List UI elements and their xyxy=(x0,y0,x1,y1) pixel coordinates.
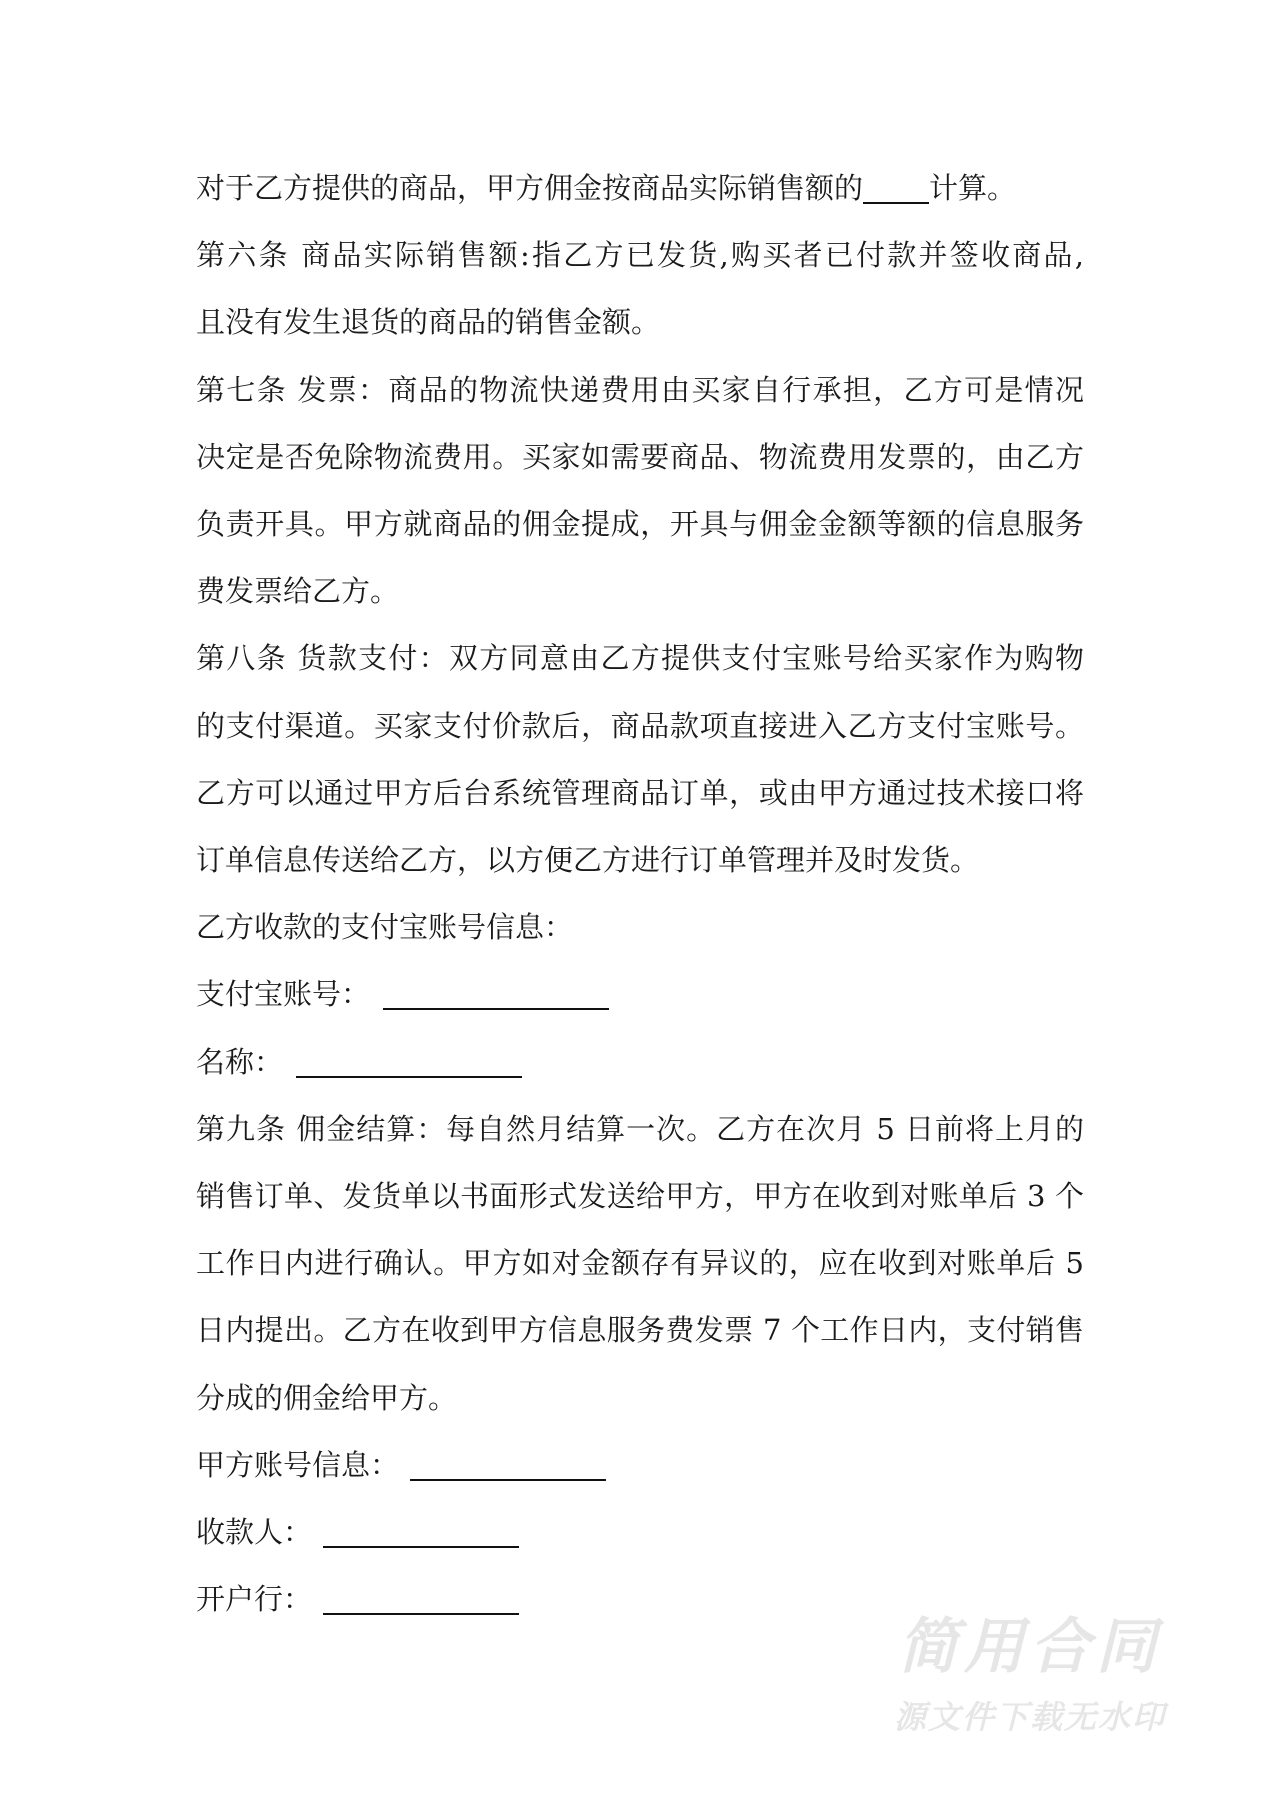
bank-label: 开户行： xyxy=(196,1582,313,1616)
alipay-account-label: 支付宝账号： xyxy=(196,977,371,1011)
watermark-subtitle: 源文件下载无水印 xyxy=(893,1698,1166,1736)
article-9-line-3: 工作日内进行确认。甲方如对金额存有异议的，应在收到对账单后 5 xyxy=(196,1246,1084,1280)
article-8-line-4: 订单信息传送给乙方，以方便乙方进行订单管理并及时发货。 xyxy=(196,843,980,877)
alipay-account-row xyxy=(196,974,609,1014)
party-a-account-field[interactable] xyxy=(410,1449,606,1481)
article-8-line-1: 第八条 货款支付：双方同意由乙方提供支付宝账号给买家作为购物 xyxy=(196,641,1084,675)
article-6-line-2: 且没有发生退货的商品的销售金额。 xyxy=(196,305,661,339)
bank-field[interactable] xyxy=(323,1583,519,1615)
article-7-line-4: 费发票给乙方。 xyxy=(196,574,400,608)
bank-row xyxy=(196,1579,519,1619)
line-text: 计算。 xyxy=(929,171,1017,205)
alipay-info-heading: 乙方收款的支付宝账号信息： xyxy=(196,910,574,944)
article-9-line-4: 日内提出。乙方在收到甲方信息服务费发票 7 个工作日内，支付销售 xyxy=(196,1313,1084,1347)
alipay-account-field[interactable] xyxy=(383,978,609,1010)
article-9-line-5: 分成的佣金给甲方。 xyxy=(196,1381,458,1415)
article-7-line-2: 决定是否免除物流费用。买家如需要商品、物流费用发票的，由乙方 xyxy=(196,440,1084,474)
commission-rate-blank[interactable] xyxy=(863,172,929,204)
alipay-name-row xyxy=(196,1042,522,1082)
payee-row xyxy=(196,1512,519,1552)
line-text: 对于乙方提供的商品，甲方佣金按商品实际销售额的 xyxy=(196,171,864,205)
article-9-line-2: 销售订单、发货单以书面形式发送给甲方，甲方在收到对账单后 3 个 xyxy=(196,1179,1084,1213)
article-7-line-1: 第七条 发票：商品的物流快递费用由买家自行承担，乙方可是情况 xyxy=(196,373,1084,407)
alipay-name-field[interactable] xyxy=(296,1046,522,1078)
watermark-title: 简用合同 xyxy=(898,1612,1162,1682)
payee-label: 收款人： xyxy=(196,1515,313,1549)
article-6-line-1: 第六条 商品实际销售额:指乙方已发货,购买者已付款并签收商品, xyxy=(196,238,1084,272)
article-8-line-3: 乙方可以通过甲方后台系统管理商品订单，或由甲方通过技术接口将 xyxy=(196,776,1084,810)
article-9-line-1: 第九条 佣金结算：每自然月结算一次。乙方在次月 5 日前将上月的 xyxy=(196,1112,1084,1146)
commission-rate-line xyxy=(196,168,1016,208)
party-a-account-label: 甲方账号信息： xyxy=(196,1448,400,1482)
article-8-line-2: 的支付渠道。买家支付价款后，商品款项直接进入乙方支付宝账号。 xyxy=(196,709,1084,743)
article-7-line-3: 负责开具。甲方就商品的佣金提成，开具与佣金金额等额的信息服务 xyxy=(196,507,1084,541)
party-a-account-row xyxy=(196,1445,606,1485)
payee-field[interactable] xyxy=(323,1516,519,1548)
alipay-name-label: 名称： xyxy=(196,1045,284,1079)
watermark xyxy=(880,1612,1180,1738)
